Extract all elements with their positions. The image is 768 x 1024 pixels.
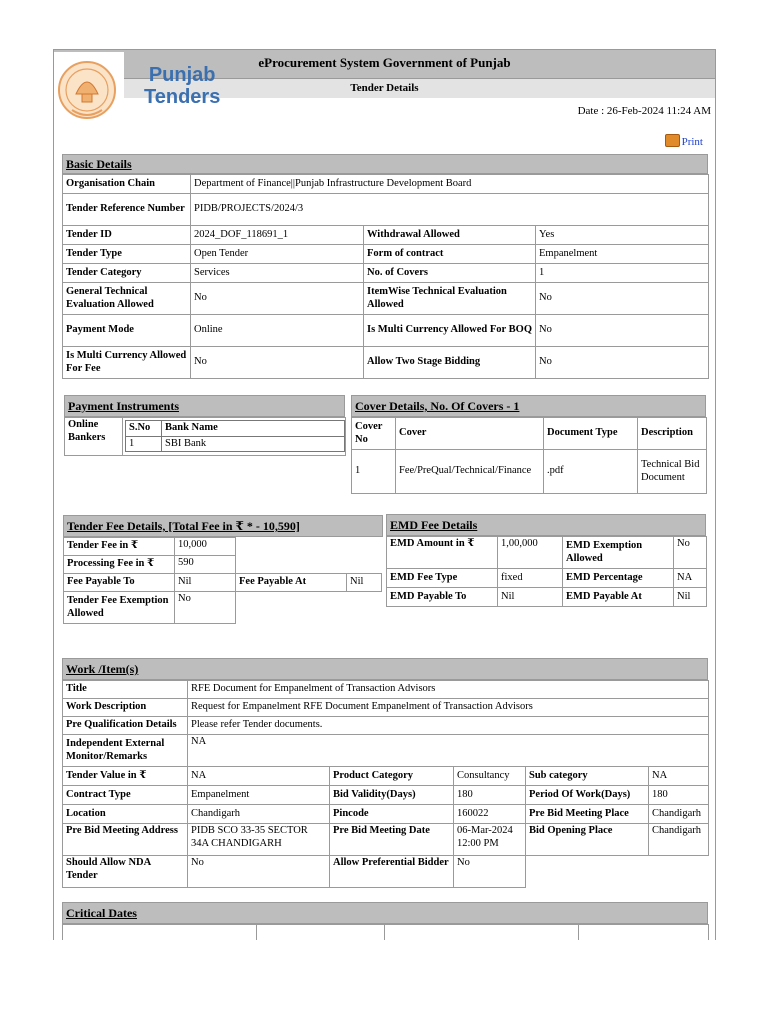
work-items-table: Title RFE Document for Empanelment of Transaction Advisors Work Description Request for Empanelment RFE Document Empanelment of Transaction Advisors Pre Qualification Details Please refer Tender documents. Independent External Monitor/Remarks NA Tender Value in ₹ NA Product Category Consultancy Sub category NA Contract Type Empanelment Bid Validity(Days) 180 Period Of Work(Days) 180 Location Chandigarh Pincode 160022 Pre Bid Meeting Place Chandigarh Pre Bid Meeting Address PIDB SCO 33-35 SECTOR 34A CHANDIGARH Pre Bid Meeting Date 06-Mar-2024 12:00 PM Bid Opening Place Chandigarh Should Allow NDA Tender No Allow Preferential Bidder No <box>62 680 709 888</box>
section-basic-details: Basic Details <box>62 154 708 174</box>
section-cover-details: Cover Details, No. Of Covers - 1 <box>351 395 706 417</box>
report-date: Date : 26-Feb-2024 11:24 AM <box>577 105 711 117</box>
page-subtitle: Tender Details <box>54 79 715 98</box>
emd-fee-table: EMD Amount in ₹ 1,00,000 EMD Exemption Allowed No EMD Fee Type fixed EMD Percentage NA EMD Payable To Nil EMD Payable At Nil <box>386 536 707 607</box>
table-row: 1 SBI Bank <box>126 436 345 452</box>
tender-page <box>53 49 716 940</box>
brand-wordmark: Punjab Tenders <box>144 64 221 108</box>
section-emd-fee: EMD Fee Details <box>386 514 706 536</box>
punjab-emblem-logo <box>54 52 124 130</box>
print-link[interactable]: Print <box>665 134 703 148</box>
critical-dates-table <box>62 924 709 940</box>
section-work-items: Work /Item(s) <box>62 658 708 680</box>
payment-instruments-table: Online Bankers S.No Bank Name 1 SBI Bank <box>64 417 346 456</box>
cover-details-table: Cover No Cover Document Type Description 1 Fee/PreQual/Technical/Finance .pdf Technical Bid Document <box>351 417 707 494</box>
system-title: eProcurement System Government of Punjab <box>54 50 715 79</box>
bankers-table: S.No Bank Name 1 SBI Bank <box>125 420 345 452</box>
section-tender-fee: Tender Fee Details, [Total Fee in ₹ * - 10,590] <box>63 515 383 537</box>
section-critical-dates: Critical Dates <box>62 902 708 924</box>
printer-icon <box>665 134 680 147</box>
basic-details-table: Organisation Chain Department of Finance||Punjab Infrastructure Development Board Tender Reference Number PIDB/PROJECTS/2024/3 Tender ID 2024_DOF_118691_1 Withdrawal Allowed Yes Tender Type Open Tender Form of contract Empanelment Tender Category Services No. of Covers 1 General Technical Evaluation Allowed No ItemWise Technical Evaluation Allowed No Payment Mode Online Is Multi Currency Allowed For BOQ No Is Multi Currency Allowed For Fee No Allow Two Stage Bidding No <box>62 174 709 379</box>
table-row: 1 Fee/PreQual/Technical/Finance .pdf Technical Bid Document <box>352 450 707 494</box>
tender-fee-table: Tender Fee in ₹ 10,000 Processing Fee in ₹ 590 Fee Payable To Nil Fee Payable At Nil Tender Fee Exemption Allowed No <box>63 537 382 624</box>
section-payment-instruments: Payment Instruments <box>64 395 345 417</box>
